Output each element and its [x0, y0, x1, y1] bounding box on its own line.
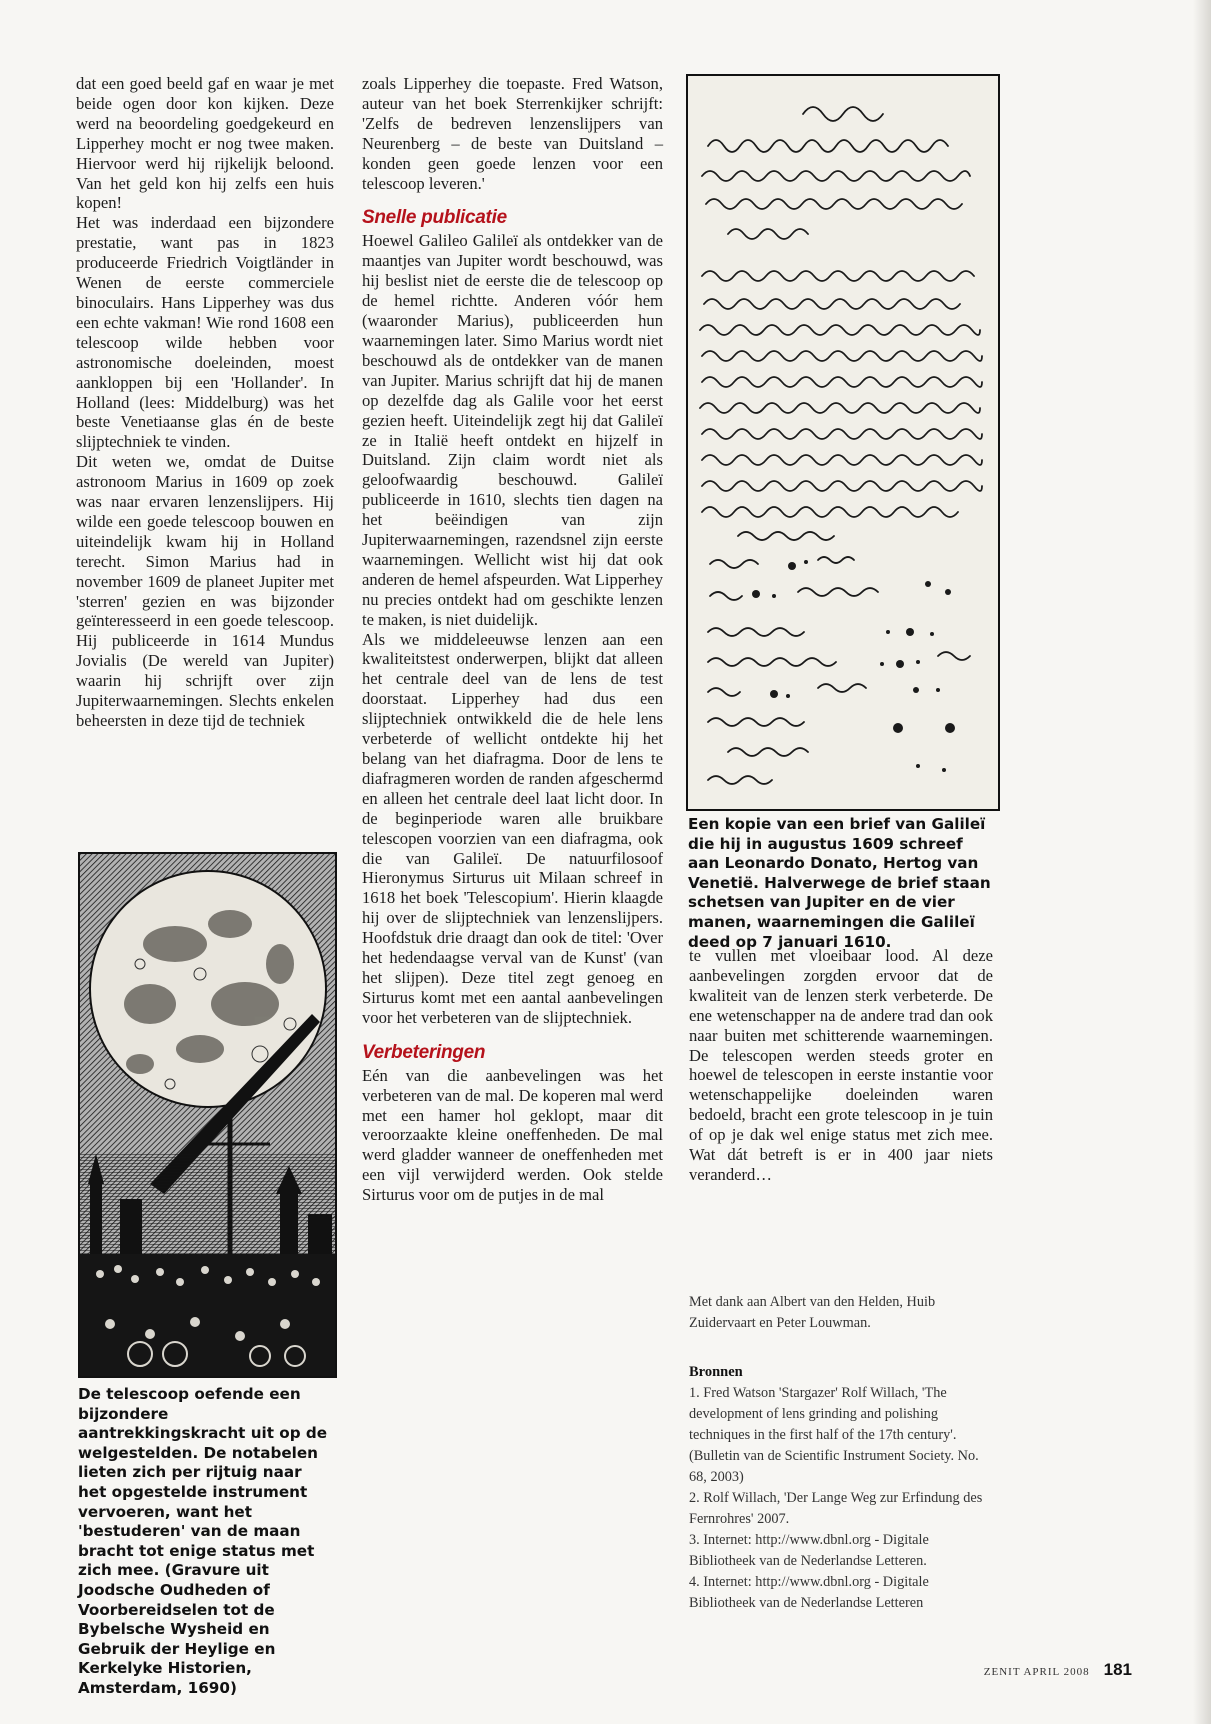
- source-item: 4. Internet: http://www.dbnl.org - Digitale Bibliotheek van de Nederlandse Letteren: [689, 1574, 929, 1611]
- sources: [689, 1362, 993, 1614]
- paragraph: Hoewel Galileo Galileï als ontdekker van de maantjes van Jupiter wordt beschouwd, was hij beslist niet de eerste die de telescoop op de hemel richtte. Anderen vóór hem (waaronder Marius), publiceerden hun waarnemingen later. Simo Marius wordt niet beschouwd als de ontdekker van de manen van Jupiter. Marius schrijft dat hij de manen op dezelfde dag als Galile voor het eerst gezien heeft. Uiteindelijk zegt hij dat Galileï ze in Italië heeft ontdekt en hijzelf in Duitsland. Zijn claim wordt niet als geloofwaardig beschouwd. Galileï publiceerde in 1610, slechts tien dagen na het beëindigen van zijn Jupiterwaarnemingen, razendsnel zijn eerste waarnemingen. Wellicht wist hij dat ook anderen de hemel afspeurden. Wat Lipperhey nu precies ontdekt had om geschikte lenzen te maken, is niet duidelijk.: [362, 231, 663, 629]
- paragraph: Het was inderdaad een bijzondere prestatie, want pas in 1823 produceerde Friedrich Voigtländer in Wenen de eerste commerciele binoculairs. Hans Lipperhey was dus een echte vakman! Wie rond 1608 een telescoop wilde hebben voor astronomische doeleinden, moest aankloppen bij een 'Hollander'. In Holland (lees: Middelburg) was het beste Venetiaanse glas én de beste slijptechniek te vinden.: [76, 213, 334, 452]
- column-2: [362, 74, 663, 1205]
- acknowledgements: Met dank aan Albert van den Helden, Huib Zuidervaart en Peter Louwman.: [689, 1294, 936, 1331]
- paragraph: te vullen met vloeibaar lood. Al deze aanbevelingen zorgden ervoor dat de kwaliteit van de lenzen sterk verbeterde. De ene wetenschapper na de andere trad dan ook naar buiten met schitterende waarnemingen. De telescopen werden steeds groter en hoewel de telescopen in eerste instantie voor wetenschappelijke doeleinden waren bedoeld, bracht een grote telescoop in je tuin of op je dak wel enige status met zich mee. Wat dát betreft is er in 400 jaar niets veranderd…: [689, 946, 993, 1184]
- section-heading: Verbeteringen: [362, 1041, 486, 1063]
- page-number: 181: [1103, 1660, 1132, 1679]
- page-footer: [984, 1660, 1132, 1680]
- column-1: [76, 74, 334, 731]
- magazine-issue: ZENIT APRIL 2008: [983, 1666, 1090, 1678]
- source-item: 2. Rolf Willach, 'Der Lange Weg zur Erfindung des Fernrohres' 2007.: [689, 1490, 983, 1527]
- section-heading: Snelle publicatie: [362, 207, 507, 229]
- paragraph: Eén van die aanbevelingen was het verbeteren van de mal. De koperen mal werd met een hamer hol geklopt, maar dit veroorzaakte kleine oneffenheden. De mal werd gladder wanneer de oneffenheden met een vijl verwijderd werden. Ook stelde Sirturus voor om de putjes in de mal: [362, 1065, 663, 1205]
- galilei-letter-image: [686, 74, 1000, 811]
- page-edge-shadow: [1193, 0, 1211, 1724]
- handwritten-letter: [688, 76, 998, 809]
- engraving-caption: De telescoop oefende een bijzondere aantrekkingskracht uit op de welgestelden. De notabelen lieten zich per rijtuig naar het opgestelde instrument vervoeren, want het 'bestuderen' van de maan bracht tot enige status met zich mee. (Gravure uit Joodsche Oudheden of Voorbereidselen tot de Bybelsche Wysheid en Gebruik der Heylige en Kerkelyke Historien, Amsterdam, 1690): [78, 1385, 328, 1697]
- sources-heading: Bronnen: [689, 1364, 743, 1380]
- paragraph: zoals Lipperhey die toepaste. Fred Watson, auteur van het boek Sterrenkijker schrijft: 'Zelfs de bedreven lenzenslijpers van Neurenberg – de beste van Duitsland – konden geen goede lenzen voor een telescoop leveren.': [362, 74, 663, 193]
- paragraph: dat een goed beeld gaf en waar je met beide ogen door kon kijken. Deze werd na beoordeling goedgekeurd en Lipperhey mocht er nog twee maken. Hiervoor werd hij rijkelijk beloond. Van het geld kon hij zelfs een huis kopen!: [76, 74, 334, 213]
- moon-telescope-engraving: [78, 852, 337, 1378]
- paragraph: Dit weten we, omdat de Duitse astronoom Marius in 1609 op zoek was naar ervaren lenzenslijpers. Hij wilde een goede telescoop bouwen en uiteindelijk kwam hij in Holland terecht. Simon Marius had in november 1609 de planeet Jupiter met 'sterren' gezien en was bijzonder geïnteresseerd in een goede telescoop. Hij publiceerde in 1614 Mundus Jovialis (De wereld van Jupiter) waarin hij schrijft over zijn Jupiterwaarnemingen. Slechts enkelen beheersten in deze tijd de techniek: [76, 452, 334, 730]
- paragraph: Als we middeleeuwse lenzen aan een kwaliteitstest onderwerpen, blijkt dat alleen het centrale deel van de lens de test doorstaat. Lipperhey had dus een slijptechniek ontwikkeld die de hele lens verbeterde of wellicht ontdekte hij het belang van het diafragma. Door de lens te diafragmeren worden de randen afgeschermd en alleen het centrale deel laat licht door. In de beginperiode waren alle bruikbare telescopen voorzien van een diafragma, ook die van Galileï. De natuurfilosoof Hieronymus Sirturus uit Milaan schreef in 1618 het boek 'Telescopium'. Hierin klaagde hij over de slijptechniek van lenzenslijpers. Hoofdstuk drie draagt dan ook de titel: 'Over het hedendaagse verval van de Kunst' (van het slijpen). Deze titel zegt genoeg en Sirturus komt met een aantal aanbevelingen voor het verbeteren van de slijptechniek.: [362, 629, 663, 1027]
- source-item: 3. Internet: http://www.dbnl.org - Digitale Bibliotheek van de Nederlandse Letteren.: [689, 1532, 929, 1569]
- source-item: 1. Fred Watson 'Stargazer' Rolf Willach, 'The development of lens grinding and polishing techniques in the first half of the 17th century'. (Bulletin van de Scientific Instrument Society. No. 68, 2003): [689, 1385, 979, 1485]
- letter-caption: Een kopie van een brief van Galileï die hij in augustus 1609 schreef aan Leonardo Donato, Hertog van Venetië. Halverwege de brief staan schetsen van Jupiter en de vier manen, waarnemingen die Galileï deed op 7 januari 1610.: [688, 815, 991, 951]
- engraving-illustration: [80, 854, 335, 1376]
- column-3: [689, 946, 993, 1185]
